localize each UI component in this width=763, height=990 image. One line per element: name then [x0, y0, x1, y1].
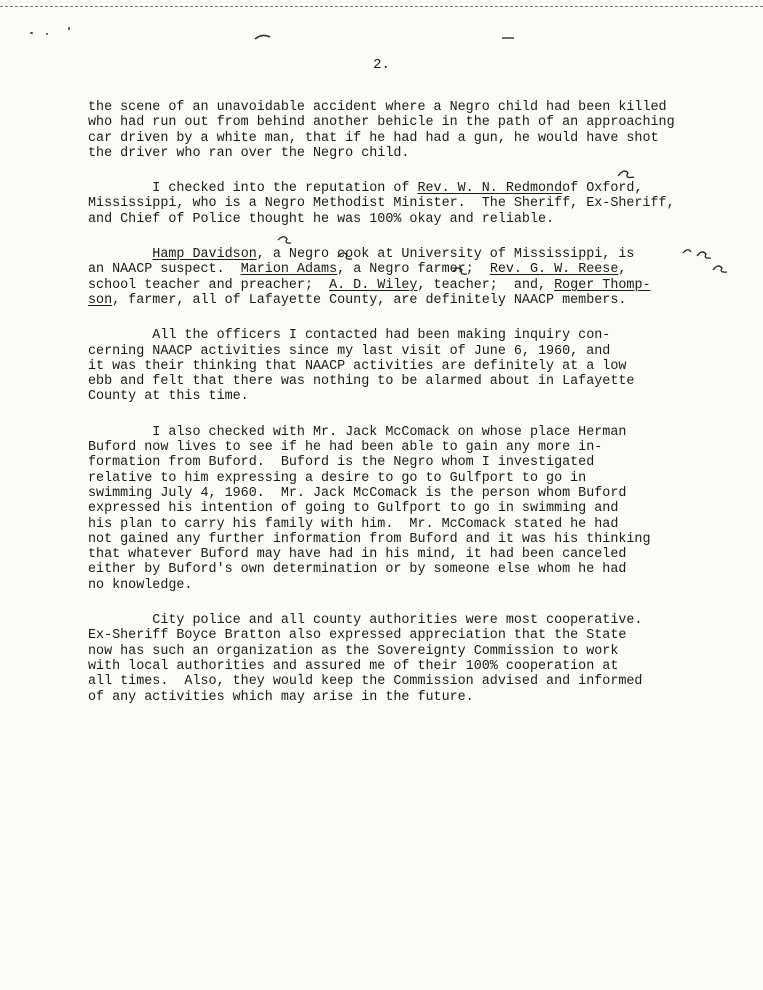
scan-top-edge	[0, 6, 763, 7]
text-line	[88, 100, 748, 115]
text-line	[88, 293, 748, 308]
text-segment: either by Buford's own determination or by someone else whom he had	[88, 562, 627, 578]
text-segment: with local authorities and assured me of their 100% cooperation at	[88, 658, 619, 674]
text-segment: cerning NAACP activities since my last visit of June 6, 1960, and	[88, 343, 611, 359]
text-line	[88, 262, 748, 277]
paragraph	[88, 328, 748, 404]
paragraph	[88, 247, 748, 308]
paragraph	[88, 425, 748, 593]
text-segment: an NAACP suspect.	[88, 262, 241, 278]
text-line	[88, 501, 748, 516]
text-line	[88, 517, 748, 532]
text-line	[88, 690, 748, 705]
text-segment: car driven by a white man, that if he had had a gun, he would have shot	[88, 130, 659, 146]
text-segment: Buford now lives to see if he had been able to gain any more in-	[88, 440, 603, 456]
text-segment: now has such an organization as the Sovereignty Commission to work	[88, 643, 619, 659]
underlined-name: Rev. W. N. Redmond	[417, 181, 563, 197]
text-segment: swimming July 4, 1960. Mr. Jack McComack is the person whom Buford	[88, 485, 627, 501]
scan-speck	[46, 33, 48, 35]
text-line	[88, 146, 748, 161]
text-line	[88, 247, 748, 262]
text-line	[88, 532, 748, 547]
letter-body	[88, 100, 748, 725]
text-line	[88, 115, 748, 130]
text-segment: , a Negro farmer;	[337, 262, 490, 278]
text-segment: ebb and felt that there was nothing to be alarmed about in Lafayette	[88, 374, 635, 390]
text-line	[88, 359, 748, 374]
text-segment: and Chief of Police thought he was 100% okay and reliable.	[88, 211, 555, 227]
text-segment: City police and all county authorities were most cooperative.	[88, 613, 643, 629]
text-segment: the scene of an unavoidable accident where a Negro child had been killed	[88, 100, 667, 115]
scan-speck	[68, 27, 70, 30]
text-line	[88, 547, 748, 562]
text-line	[88, 628, 748, 643]
text-line	[88, 278, 748, 293]
paragraph	[88, 181, 748, 227]
pen-stroke	[255, 35, 270, 39]
text-segment: that whatever Buford may have had in his mind, it had been canceled	[88, 547, 627, 563]
paragraph	[88, 100, 748, 161]
text-line	[88, 455, 748, 470]
text-line	[88, 440, 748, 455]
text-segment: it was their thinking that NAACP activities are definitely at a low	[88, 358, 627, 374]
text-line	[88, 471, 748, 486]
text-line	[88, 131, 748, 146]
text-segment: , a Negro cook at University of Mississippi, is	[256, 247, 635, 263]
text-line	[88, 486, 748, 501]
underlined-name: Hamp Davidson	[152, 247, 257, 263]
scan-speck	[30, 32, 33, 34]
text-segment: formation from Buford. Buford is the Negro whom I investigated	[88, 455, 595, 471]
text-segment: of Oxford,	[562, 181, 643, 197]
text-segment: ,	[618, 262, 627, 278]
text-line	[88, 196, 748, 211]
text-segment: County at this time.	[88, 389, 249, 405]
text-segment: the driver who ran over the Negro child.	[88, 145, 410, 161]
text-line	[88, 659, 748, 674]
text-segment: , farmer, all of Lafayette County, are definitely NAACP members.	[112, 292, 627, 308]
text-segment: I also checked with Mr. Jack McComack on whose place Herman	[88, 424, 627, 440]
text-segment: , teacher; and,	[417, 277, 555, 293]
text-segment: Ex-Sheriff Boyce Bratton also expressed appreciation that the State	[88, 628, 627, 644]
text-line	[88, 374, 748, 389]
page-number: 2.	[373, 57, 390, 73]
underlined-name: Marion Adams	[240, 262, 338, 278]
text-segment: his plan to carry his family with him. Mr. McComack stated he had	[88, 516, 619, 532]
text-line	[88, 344, 748, 359]
text-line	[88, 328, 748, 343]
text-line	[88, 212, 748, 227]
text-line	[88, 674, 748, 689]
text-line	[88, 389, 748, 404]
underlined-name: Rev. G. W. Reese	[489, 262, 619, 278]
text-segment: expressed his intention of going to Gulfport to go in swimming and	[88, 501, 619, 517]
text-segment	[88, 247, 152, 262]
underlined-name: Roger Thomp-	[554, 277, 651, 293]
text-line	[88, 181, 748, 196]
text-line	[88, 613, 748, 628]
text-segment: all times. Also, they would keep the Commission advised and informed	[88, 674, 643, 690]
text-line	[88, 578, 748, 593]
text-segment: not gained any further information from Buford and it was his thinking	[88, 531, 651, 547]
text-segment: I checked into the reputation of	[88, 181, 418, 197]
text-segment: no knowledge.	[88, 577, 193, 593]
text-segment: All the officers I contacted had been making inquiry con-	[88, 328, 611, 344]
underlined-name: A. D. Wiley	[329, 277, 418, 293]
text-line	[88, 425, 748, 440]
text-segment: who had run out from behind another behicle in the path of an approaching	[88, 115, 675, 131]
text-segment: school teacher and preacher;	[88, 277, 330, 293]
text-line	[88, 562, 748, 577]
text-line	[88, 644, 748, 659]
text-segment: Mississippi, who is a Negro Methodist Minister. The Sheriff, Ex-Sheriff,	[88, 196, 675, 212]
underlined-name: son	[88, 292, 113, 308]
text-segment: relative to him expressing a desire to go to Gulfport to go in	[88, 470, 587, 486]
text-segment: of any activities which may arise in the future.	[88, 689, 474, 705]
paragraph	[88, 613, 748, 705]
